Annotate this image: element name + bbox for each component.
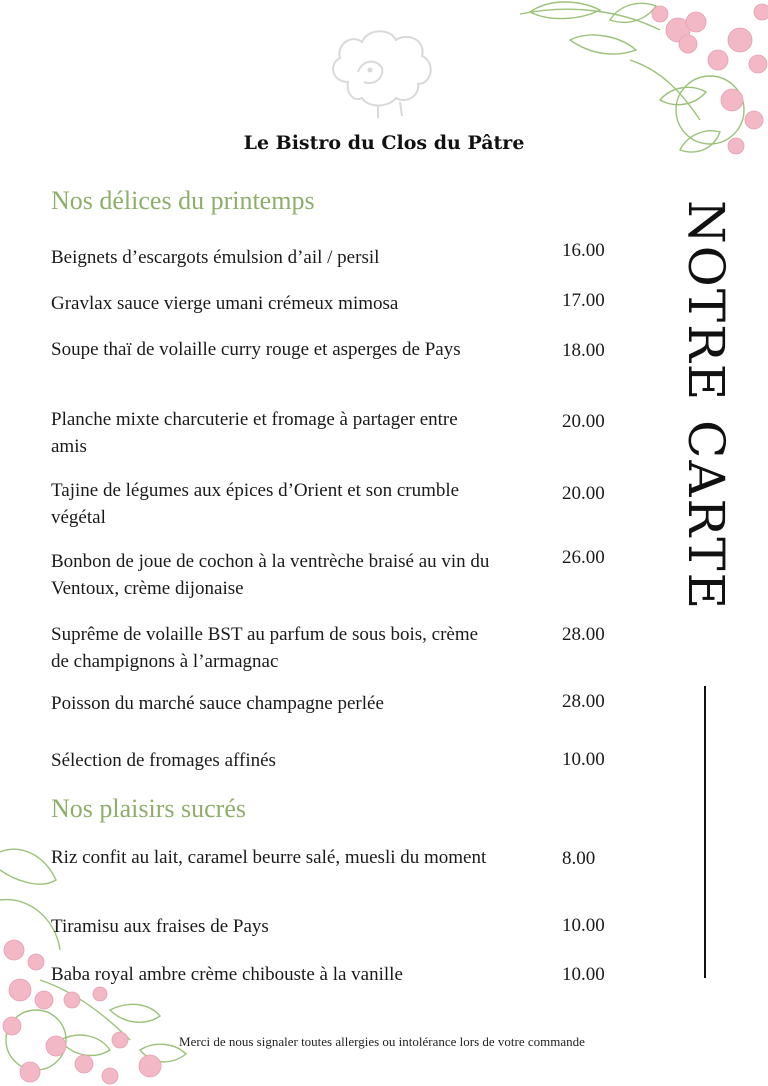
menu-item-price: 28.00 [562,624,605,645]
menu-item-price: 26.00 [562,547,605,568]
sheep-icon [318,22,446,122]
section-title-spring: Nos délices du printemps [51,186,315,215]
menu-item-name: Gravlax sauce vierge umani crémeux mimosa [51,293,399,314]
menu-item-name: Sélection de fromages affinés [51,750,276,771]
menu-item-name: Suprême de volaille BST au parfum de sous bois, crème de champignons à l’armagnac [51,624,479,672]
menu-item-name: Soupe thaï de volaille curry rouge et asperges de Pays [51,339,461,360]
dessert-item-price: 8.00 [562,848,596,869]
menu-item-price: 17.00 [562,290,605,311]
allergy-note: Merci de nous signaler toutes allergies ou intolérance lors de votre commande [179,1034,585,1049]
menu-item-name: Bonbon de joue de cochon à la ventrèche braisé au vin du Ventoux, crème dijonaise [51,551,490,599]
menu-item-price: 16.00 [562,240,605,261]
menu-item-name: Beignets d’escargots émulsion d’ail / persil [51,247,380,268]
dessert-item-price: 10.00 [562,915,605,936]
dessert-item-name: Riz confit au lait, caramel beurre salé, muesli du moment [51,847,487,868]
menu-item-price: 20.00 [562,411,605,432]
side-title: NOTRE CARTE [677,200,735,612]
restaurant-title: Le Bistro du Clos du Pâtre [243,132,525,154]
menu-item-name: Planche mixte charcuterie et fromage à partager entre amis [51,409,458,457]
dessert-item-price: 10.00 [562,964,605,985]
menu-item-name: Poisson du marché sauce champagne perlée [51,693,384,714]
menu-item-price: 18.00 [562,340,605,361]
section-title-desserts: Nos plaisirs sucrés [51,794,246,823]
dessert-item-name: Tiramisu aux fraises de Pays [51,916,269,937]
menu-item-price: 20.00 [562,483,605,504]
menu-item-price: 10.00 [562,749,605,770]
menu-item-name: Tajine de légumes aux épices d’Orient et son crumble végétal [51,480,460,528]
menu-item-price: 28.00 [562,691,605,712]
dessert-item-name: Baba royal ambre crème chibouste à la vanille [51,964,403,985]
divider-line [704,686,706,978]
